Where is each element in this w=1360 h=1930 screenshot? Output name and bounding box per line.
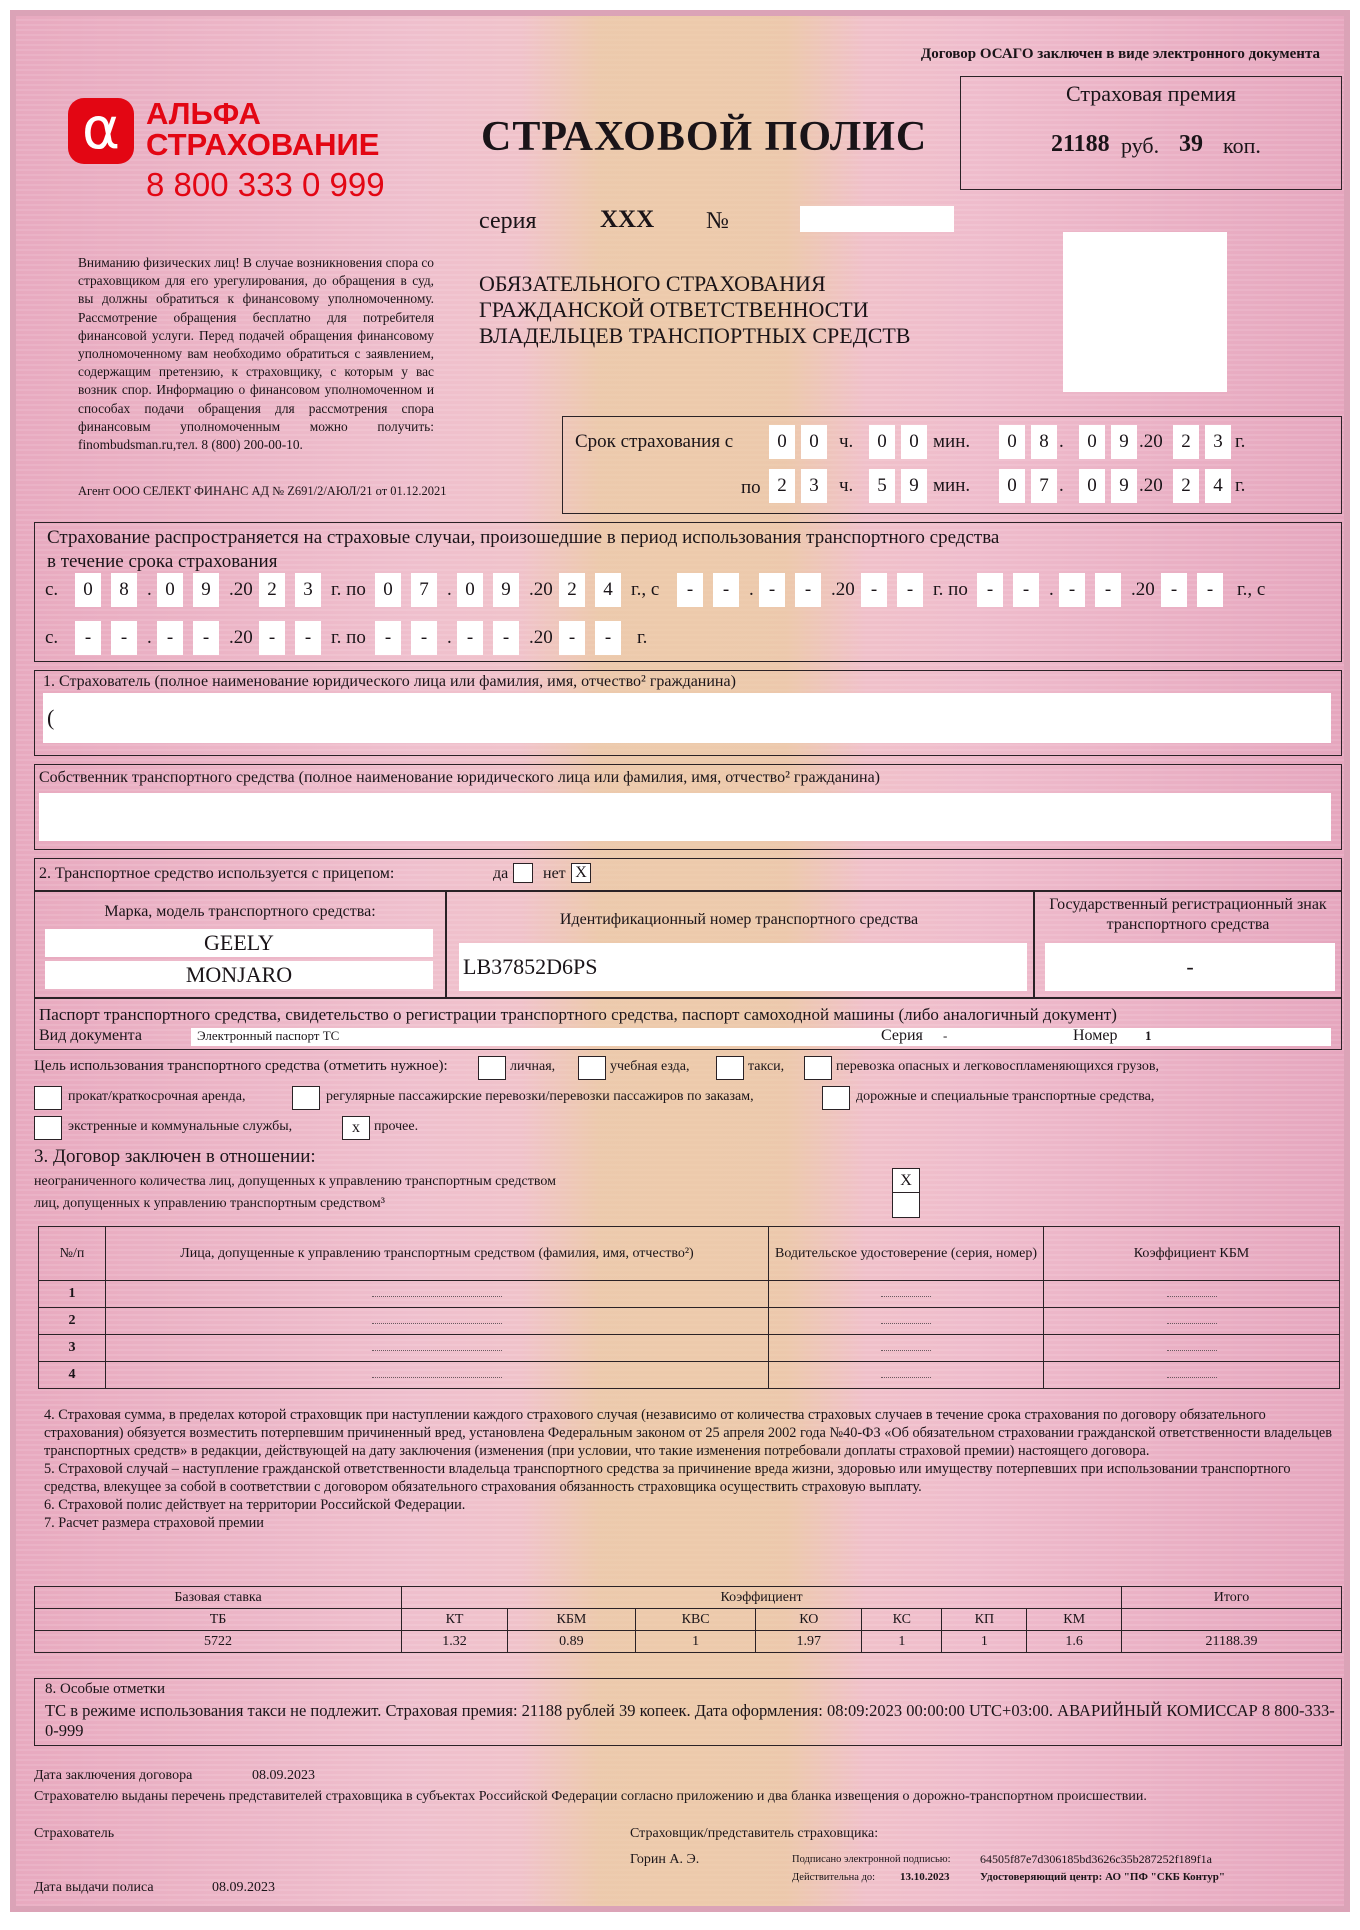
period-separator: . xyxy=(1049,579,1054,600)
col-header-name: Лица, допущенные к управлению транспортным средством (фамилия, имя, отчество²) xyxy=(106,1227,769,1281)
date-digit-cell: 0 xyxy=(1079,469,1105,503)
date-digit-cell: 0 xyxy=(999,469,1025,503)
col-header-num: №/п xyxy=(39,1227,106,1281)
period-label: г. по xyxy=(933,579,968,600)
purpose-option: прочее. xyxy=(374,1119,419,1134)
date-digit-cell: 0 xyxy=(75,573,101,607)
row-num: 2 xyxy=(39,1308,106,1335)
signature-hash: 64505f87e7d306185bd3626c35b287252f189f1a xyxy=(980,1852,1212,1866)
contract-option-listed: лиц, допущенных к управлению транспортным средством³ xyxy=(34,1196,385,1211)
issue-date-value: 08.09.2023 xyxy=(212,1880,275,1895)
date-digit-cell: 4 xyxy=(1205,469,1231,503)
row-num: 3 xyxy=(39,1335,106,1362)
logo-line1: АЛЬФА xyxy=(146,96,261,131)
driver-name-cell xyxy=(106,1335,769,1362)
rate-col-headers xyxy=(35,1609,1342,1631)
period-label: г., с xyxy=(631,579,660,600)
term-box xyxy=(562,416,1342,514)
date-digit-cell: 0 xyxy=(1079,425,1105,459)
date-digit-cell: 4 xyxy=(595,573,621,607)
listed-checkbox[interactable] xyxy=(892,1192,920,1218)
period-label: г. по xyxy=(331,627,366,648)
period-separator: .20 xyxy=(229,579,253,600)
date-digit-cell: - xyxy=(677,573,703,607)
rate-value: 1.32 xyxy=(402,1631,508,1653)
alfa-logo-icon: α xyxy=(68,98,134,164)
date-digit-cell: - xyxy=(977,573,1003,607)
date-digit-cell: 9 xyxy=(193,573,219,607)
period-separator: .20 xyxy=(229,627,253,648)
doc-series-value: - xyxy=(943,1028,948,1043)
table-row xyxy=(39,1335,1340,1362)
premium-kop: 39 xyxy=(1179,131,1203,157)
table-row xyxy=(39,1281,1340,1308)
premium-rub-unit: руб. xyxy=(1121,133,1160,158)
term-from-label: Срок страхования с xyxy=(575,431,734,452)
valid-until-value: 13.10.2023 xyxy=(900,1871,950,1883)
term-separator: . xyxy=(1059,475,1064,496)
driver-name-cell xyxy=(106,1362,769,1389)
driver-kbm-cell xyxy=(1044,1281,1340,1308)
rate-base-header: Базовая ставка xyxy=(35,1587,402,1609)
date-digit-cell: - xyxy=(795,573,821,607)
reg-label: Государственный регистрационный знак транспортного средства xyxy=(1049,896,1327,933)
date-digit-cell: - xyxy=(375,621,401,655)
date-digit-cell: - xyxy=(595,621,621,655)
electronic-note: Договор ОСАГО заключен в виде электронного документа xyxy=(920,46,1320,62)
logo-text xyxy=(146,98,379,160)
term-paragraph: 6. Страховой полис действует на территории Российской Федерации. xyxy=(44,1497,466,1513)
doc-number-value: 1 xyxy=(1145,1028,1152,1043)
special-notes-text: ТС в режиме использования такси не подлежит. Страховая премия: 21188 рублей 39 копеек. Дата оформления: 08:09:2023 00:00:00 UTC+03:00. АВАРИЙНЫЙ КОМИССАР 8 800-333-0-999 xyxy=(45,1701,1335,1740)
period-separator: .20 xyxy=(529,579,553,600)
period-label: с. xyxy=(45,627,59,648)
date-digit-cell: 2 xyxy=(559,573,585,607)
rate-col-header: ТБ xyxy=(35,1609,402,1631)
purpose-rental-checkbox[interactable] xyxy=(34,1086,62,1110)
term-separator: .20 xyxy=(1139,431,1163,452)
period-separator: .20 xyxy=(529,627,553,648)
date-digit-cell: 2 xyxy=(1173,469,1199,503)
purpose-option: дорожные и специальные транспортные средства, xyxy=(856,1089,1155,1104)
date-digit-cell: - xyxy=(759,573,785,607)
period-separator: .20 xyxy=(831,579,855,600)
date-digit-cell: - xyxy=(493,621,519,655)
contract-date-value: 08.09.2023 xyxy=(252,1768,315,1783)
passport-label: Паспорт транспортного средства, свидетельство о регистрации транспортного средства, паспорт самоходной машины (либо аналогичный документ) xyxy=(39,1005,1117,1024)
date-digit-cell: 7 xyxy=(411,573,437,607)
term-separator: ч. xyxy=(839,475,854,496)
doc-type-value: Электронный паспорт ТС xyxy=(197,1028,340,1043)
issued-docs-text: Страхователю выданы перечень представителей страховщика в субъектах Российской Федерации согласно приложению и два бланка извещения о дорожно-транспортном происшествии. xyxy=(34,1789,1147,1804)
passport-field-bg xyxy=(191,1028,1331,1046)
period-separator: . xyxy=(447,627,452,648)
rate-col-header: КВС xyxy=(635,1609,755,1631)
date-digit-cell: - xyxy=(1013,573,1039,607)
purpose-option: учебная езда, xyxy=(610,1059,690,1074)
rate-values-row xyxy=(35,1631,1342,1653)
term-separator: мин. xyxy=(933,431,971,452)
driver-license-cell xyxy=(769,1308,1044,1335)
trailer-row xyxy=(34,858,1342,892)
term-to-label: по xyxy=(741,477,761,498)
date-digit-cell: - xyxy=(411,621,437,655)
table-row xyxy=(39,1362,1340,1389)
date-digit-cell: - xyxy=(111,621,137,655)
rate-value: 0.89 xyxy=(507,1631,635,1653)
date-digit-cell: 2 xyxy=(1173,425,1199,459)
model-field: MONJARO xyxy=(45,961,433,989)
rate-col-header: КС xyxy=(862,1609,942,1631)
purpose-personal-checkbox[interactable] xyxy=(478,1056,506,1080)
purpose-option: регулярные пассажирские перевозки/перевозки пассажиров по заказам, xyxy=(326,1089,754,1104)
rate-value: 1.6 xyxy=(1027,1631,1122,1653)
date-digit-cell: 0 xyxy=(375,573,401,607)
period-label: г., с xyxy=(1237,579,1266,600)
driver-name-cell xyxy=(106,1308,769,1335)
rate-total-header: Итого xyxy=(1121,1587,1341,1609)
doc-type-label: Вид документа xyxy=(39,1027,142,1044)
rate-col-header: КМ xyxy=(1027,1609,1122,1631)
term-separator: .20 xyxy=(1139,475,1163,496)
rate-value: 1 xyxy=(635,1631,755,1653)
rate-value: 1 xyxy=(942,1631,1027,1653)
passport-row xyxy=(34,998,1342,1050)
special-notes-label: 8. Особые отметки xyxy=(45,1681,165,1697)
date-digit-cell: 8 xyxy=(1031,425,1057,459)
policy-number-field xyxy=(800,206,954,232)
page-title: СТРАХОВОЙ ПОЛИС xyxy=(481,114,928,160)
series-value: ХХХ xyxy=(600,206,655,233)
period-label: г. по xyxy=(331,579,366,600)
rate-col-header: КП xyxy=(942,1609,1027,1631)
date-digit-cell: - xyxy=(1095,573,1121,607)
policy-document xyxy=(10,10,1350,1912)
date-digit-cell: - xyxy=(861,573,887,607)
driver-kbm-cell xyxy=(1044,1308,1340,1335)
date-digit-cell: 9 xyxy=(901,469,927,503)
period-label: г. xyxy=(637,627,648,648)
doc-number-label: Номер xyxy=(1073,1027,1118,1044)
driver-name-cell xyxy=(106,1281,769,1308)
purpose-option: личная, xyxy=(510,1059,556,1074)
vin-field: LB37852D6PS xyxy=(459,943,1027,991)
period-separator: . xyxy=(147,627,152,648)
purpose-hazard-checkbox[interactable] xyxy=(804,1056,832,1080)
date-digit-cell: - xyxy=(193,621,219,655)
insurer-sign-label: Страхователь xyxy=(34,1826,115,1841)
purpose-option: перевозка опасных и легковоспламеняющихся грузов, xyxy=(836,1059,1159,1074)
table-row xyxy=(39,1308,1340,1335)
rate-coef-header: Коэффициент xyxy=(402,1587,1122,1609)
period-separator: . xyxy=(147,579,152,600)
divider xyxy=(445,891,447,997)
period-separator: . xyxy=(749,579,754,600)
rate-value: 5722 xyxy=(35,1631,402,1653)
qr-code-area xyxy=(1063,232,1227,392)
unlimited-checkbox[interactable]: X xyxy=(892,1168,920,1194)
date-digit-cell: 7 xyxy=(1031,469,1057,503)
trailer-yes-checkbox[interactable] xyxy=(513,863,533,883)
coverage-period-box xyxy=(34,522,1342,662)
period-label: с. xyxy=(45,579,59,600)
purpose-training-checkbox[interactable] xyxy=(578,1056,606,1080)
date-digit-cell: 9 xyxy=(1111,425,1137,459)
term-paragraph: 5. Страховой случай – наступление гражданской ответственности владельца транспортного средства за причинение вреда жизни, здоровью или имуществу потерпевших при использовании транспортного средства, влекущее за собой в соответствии с договором обязательного страхования обязанность страховщика осуществить страховую выплату. xyxy=(44,1461,1291,1495)
series-label: серия xyxy=(479,208,537,234)
trailer-no-label: нет xyxy=(543,865,566,882)
date-digit-cell: - xyxy=(75,621,101,655)
col-header-kbm: Коэффициент КБМ xyxy=(1044,1227,1340,1281)
date-digit-cell: - xyxy=(157,621,183,655)
date-digit-cell: 0 xyxy=(901,425,927,459)
date-digit-cell: - xyxy=(559,621,585,655)
rate-value: 21188.39 xyxy=(1121,1631,1341,1653)
date-digit-cell: 3 xyxy=(295,573,321,607)
row-num: 1 xyxy=(39,1281,106,1308)
term-paragraph: 4. Страховая сумма, в пределах которой страховщик при наступлении каждого страхового случая (независимо от количества страховых случаев в течение срока страхования по договору обязательного страхования) обязуется возместить потерпевшим причиненный вред, установлена Федеральным законом от 25 апреля 2002 года №40-ФЗ «Об обязательном страховании гражданской ответственности владельцев транспортных средств» в редакции, действующей на дату заключения (изменения (при условии, что такие изменения потребовали доплаты страховой премии) настоящего договора. xyxy=(44,1407,1333,1459)
make-label: Марка, модель транспортного средства: xyxy=(104,903,376,920)
date-digit-cell: 0 xyxy=(869,425,895,459)
term-separator: . xyxy=(1059,431,1064,452)
purpose-other-checkbox[interactable]: x xyxy=(342,1116,370,1140)
rate-value: 1.97 xyxy=(756,1631,862,1653)
date-digit-cell: 3 xyxy=(801,469,827,503)
purpose-option: прокат/краткосрочная аренда, xyxy=(68,1089,246,1104)
date-digit-cell: 9 xyxy=(1111,469,1137,503)
rate-group-header xyxy=(35,1587,1342,1609)
purpose-option: такси, xyxy=(748,1059,785,1074)
date-digit-cell: - xyxy=(713,573,739,607)
purpose-label: Цель использования транспортного средства (отметить нужное): xyxy=(34,1058,448,1074)
cert-center: Удостоверяющий центр: АО "ПФ "СКБ Контур" xyxy=(980,1871,1225,1883)
term-separator: г. xyxy=(1235,431,1246,452)
premium-label: Страховая премия xyxy=(1065,81,1237,106)
driver-license-cell xyxy=(769,1281,1044,1308)
date-digit-cell: 0 xyxy=(801,425,827,459)
date-digit-cell: - xyxy=(457,621,483,655)
driver-kbm-cell xyxy=(1044,1335,1340,1362)
purpose-option: экстренные и коммунальные службы, xyxy=(68,1119,293,1134)
issue-date-label: Дата выдачи полиса xyxy=(34,1880,154,1895)
row-num: 4 xyxy=(39,1362,106,1389)
date-digit-cell: - xyxy=(1059,573,1085,607)
driver-license-cell xyxy=(769,1335,1044,1362)
vin-label: Идентификационный номер транспортного средства xyxy=(559,911,919,928)
rate-col-header: КБМ xyxy=(507,1609,635,1631)
premium-rub: 21188 xyxy=(1051,131,1110,157)
period-text1: Страхование распространяется на страховые случаи, произошедшие в период использования транспортного средства xyxy=(47,527,1000,548)
period-text2: в течение срока страхования xyxy=(47,551,278,572)
date-digit-cell: 0 xyxy=(999,425,1025,459)
rep-label: Страховщик/представитель страховщика: xyxy=(630,1826,879,1841)
date-digit-cell: 0 xyxy=(769,425,795,459)
insurer-name-field: ( xyxy=(43,693,1331,743)
contract-date-label: Дата заключения договора xyxy=(34,1768,193,1783)
purpose-emergency-checkbox[interactable] xyxy=(34,1116,62,1140)
subtitle-line: ГРАЖДАНСКОЙ ОТВЕТСТВЕННОСТИ xyxy=(479,297,869,322)
term-separator: мин. xyxy=(933,475,971,496)
col-header-license: Водительское удостоверение (серия, номер) xyxy=(769,1227,1044,1281)
logo-phone: 8 800 333 0 999 xyxy=(146,166,385,203)
date-digit-cell: 2 xyxy=(259,573,285,607)
insurer-label: 1. Страхователь (полное наименование юридического лица или фамилия, имя, отчество² гражданина) xyxy=(43,673,736,690)
date-digit-cell: - xyxy=(295,621,321,655)
term-separator: ч. xyxy=(839,431,854,452)
logo-line2: СТРАХОВАНИЕ xyxy=(146,127,380,162)
driver-license-cell xyxy=(769,1362,1044,1389)
date-digit-cell: 0 xyxy=(157,573,183,607)
date-digit-cell: - xyxy=(1161,573,1187,607)
vehicle-row xyxy=(34,890,1342,998)
contract-option-unlimited: неограниченного количества лиц, допущенных к управлению транспортным средством xyxy=(34,1174,556,1189)
trailer-yes-label: да xyxy=(493,865,509,882)
period-separator: . xyxy=(447,579,452,600)
owner-box xyxy=(34,764,1342,850)
premium-kop-unit: коп. xyxy=(1223,133,1261,158)
contract-title: 3. Договор заключен в отношении: xyxy=(34,1146,316,1167)
drivers-table xyxy=(38,1226,1340,1389)
date-digit-cell: 9 xyxy=(493,573,519,607)
purpose-passenger-checkbox[interactable] xyxy=(292,1086,320,1110)
rate-value: 1 xyxy=(862,1631,942,1653)
purpose-road-checkbox[interactable] xyxy=(822,1086,850,1110)
owner-label: Собственник транспортного средства (полное наименование юридического лица или фамилия, имя, отчество² гражданина) xyxy=(39,769,880,786)
subtitle xyxy=(479,271,910,349)
term-separator: г. xyxy=(1235,475,1246,496)
signature-label: Подписано электронной подписью: xyxy=(792,1854,951,1865)
rate-col-header: КТ xyxy=(402,1609,508,1631)
insurer-box xyxy=(34,670,1342,756)
subtitle-line: ВЛАДЕЛЬЦЕВ ТРАНСПОРТНЫХ СРЕДСТВ xyxy=(479,323,911,348)
rate-col-header: КО xyxy=(756,1609,862,1631)
date-digit-cell: - xyxy=(1197,573,1223,607)
rate-table xyxy=(34,1586,1342,1653)
driver-kbm-cell xyxy=(1044,1362,1340,1389)
premium-box xyxy=(960,76,1342,190)
valid-until-label: Действительна до: xyxy=(792,1872,876,1883)
doc-series-label: Серия xyxy=(881,1027,923,1044)
date-digit-cell: - xyxy=(897,573,923,607)
notice-text: Вниманию физических лиц! В случае возникновения спора со страховщиком для его урегулирования, до обращения в суд, вы должны обратиться к финансовому уполномоченному. Рассмотрение обращения бесплатно для потребителя финансовой услуги. Перед подачей обращения финансовому уполномоченному вам необходимо обратиться с заявлением, содержащим претензию, к страховщику, с которым у вас возник спор. Информацию о финансовом уполномоченном и способах подачи обращения для рассмотрения спора финансовым уполномоченным можно получить: finombudsman.ru,тел. 8 (800) 200-00-10. xyxy=(78,255,435,453)
date-digit-cell: 0 xyxy=(457,573,483,607)
date-digit-cell: 5 xyxy=(869,469,895,503)
date-digit-cell: 2 xyxy=(769,469,795,503)
date-digit-cell: - xyxy=(259,621,285,655)
subtitle-line: ОБЯЗАТЕЛЬНОГО СТРАХОВАНИЯ xyxy=(479,271,826,296)
date-digit-cell: 8 xyxy=(111,573,137,607)
date-digit-cell: 3 xyxy=(1205,425,1231,459)
period-separator: .20 xyxy=(1131,579,1155,600)
drivers-header-row xyxy=(39,1227,1340,1281)
make-field: GEELY xyxy=(45,929,433,957)
terms-text xyxy=(44,1406,1340,1532)
trailer-label: 2. Транспортное средство используется с прицепом: xyxy=(39,865,395,882)
rep-name: Горин А. Э. xyxy=(630,1852,700,1867)
term-paragraph: 7. Расчет размера страховой премии xyxy=(44,1515,264,1531)
rate-col-header xyxy=(1121,1609,1341,1631)
special-notes-box xyxy=(34,1678,1342,1746)
owner-name-field xyxy=(39,793,1331,841)
reg-field: - xyxy=(1045,943,1335,991)
agent-text: Агент ООО СЕЛЕКТ ФИНАНС АД № Z691/2/АЮЛ/21 от 01.12.2021 xyxy=(78,484,447,498)
number-label: № xyxy=(706,208,729,234)
purpose-taxi-checkbox[interactable] xyxy=(716,1056,744,1080)
trailer-no-checkbox[interactable]: X xyxy=(571,863,591,883)
